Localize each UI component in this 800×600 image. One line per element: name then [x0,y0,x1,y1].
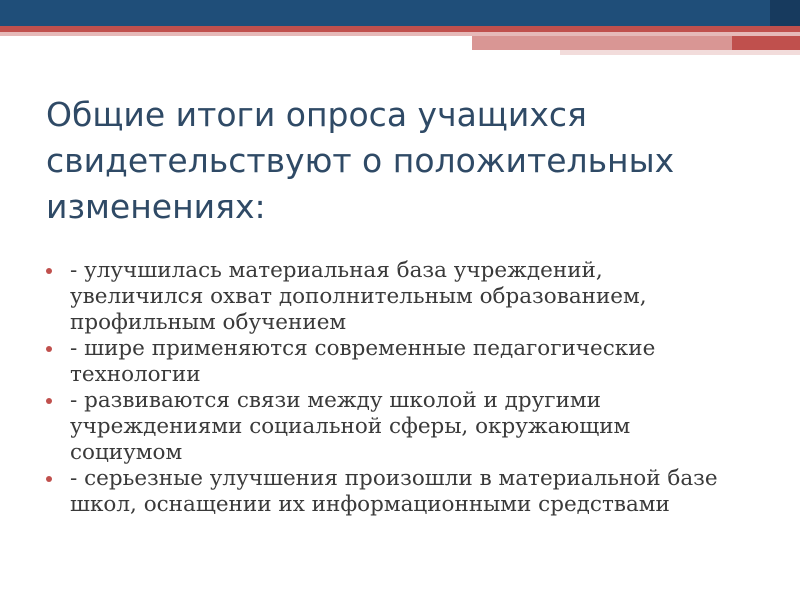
list-item-text: - шире применяются современные педагогические технологии [70,336,656,387]
header-decor-block [732,36,800,50]
list-item [46,388,736,466]
list-item-text: - серьезные улучшения произошли в материальной базе школ, оснащении их информационными средствами [70,466,718,517]
header-band [0,0,800,26]
list-item [46,336,736,388]
bullet-list [46,258,736,518]
list-item [46,258,736,336]
bullet-dot-icon [46,268,52,274]
header-decor-block [560,50,800,55]
bullet-dot-icon [46,476,52,482]
slide-title: Общие итоги опроса учащихся свидетельствуют о положительных изменениях: [46,95,675,226]
list-item-text: - улучшилась материальная база учреждений, увеличился охват дополнительным образованием, профильным обучением [70,258,647,335]
header-band-accent [770,0,800,26]
bullet-dot-icon [46,398,52,404]
bullet-dot-icon [46,346,52,352]
list-item [46,466,736,518]
header-decor-block [472,36,732,50]
list-item-text: - развиваются связи между школой и другими учреждениями социальной сферы, окружающим социумом [70,388,631,465]
